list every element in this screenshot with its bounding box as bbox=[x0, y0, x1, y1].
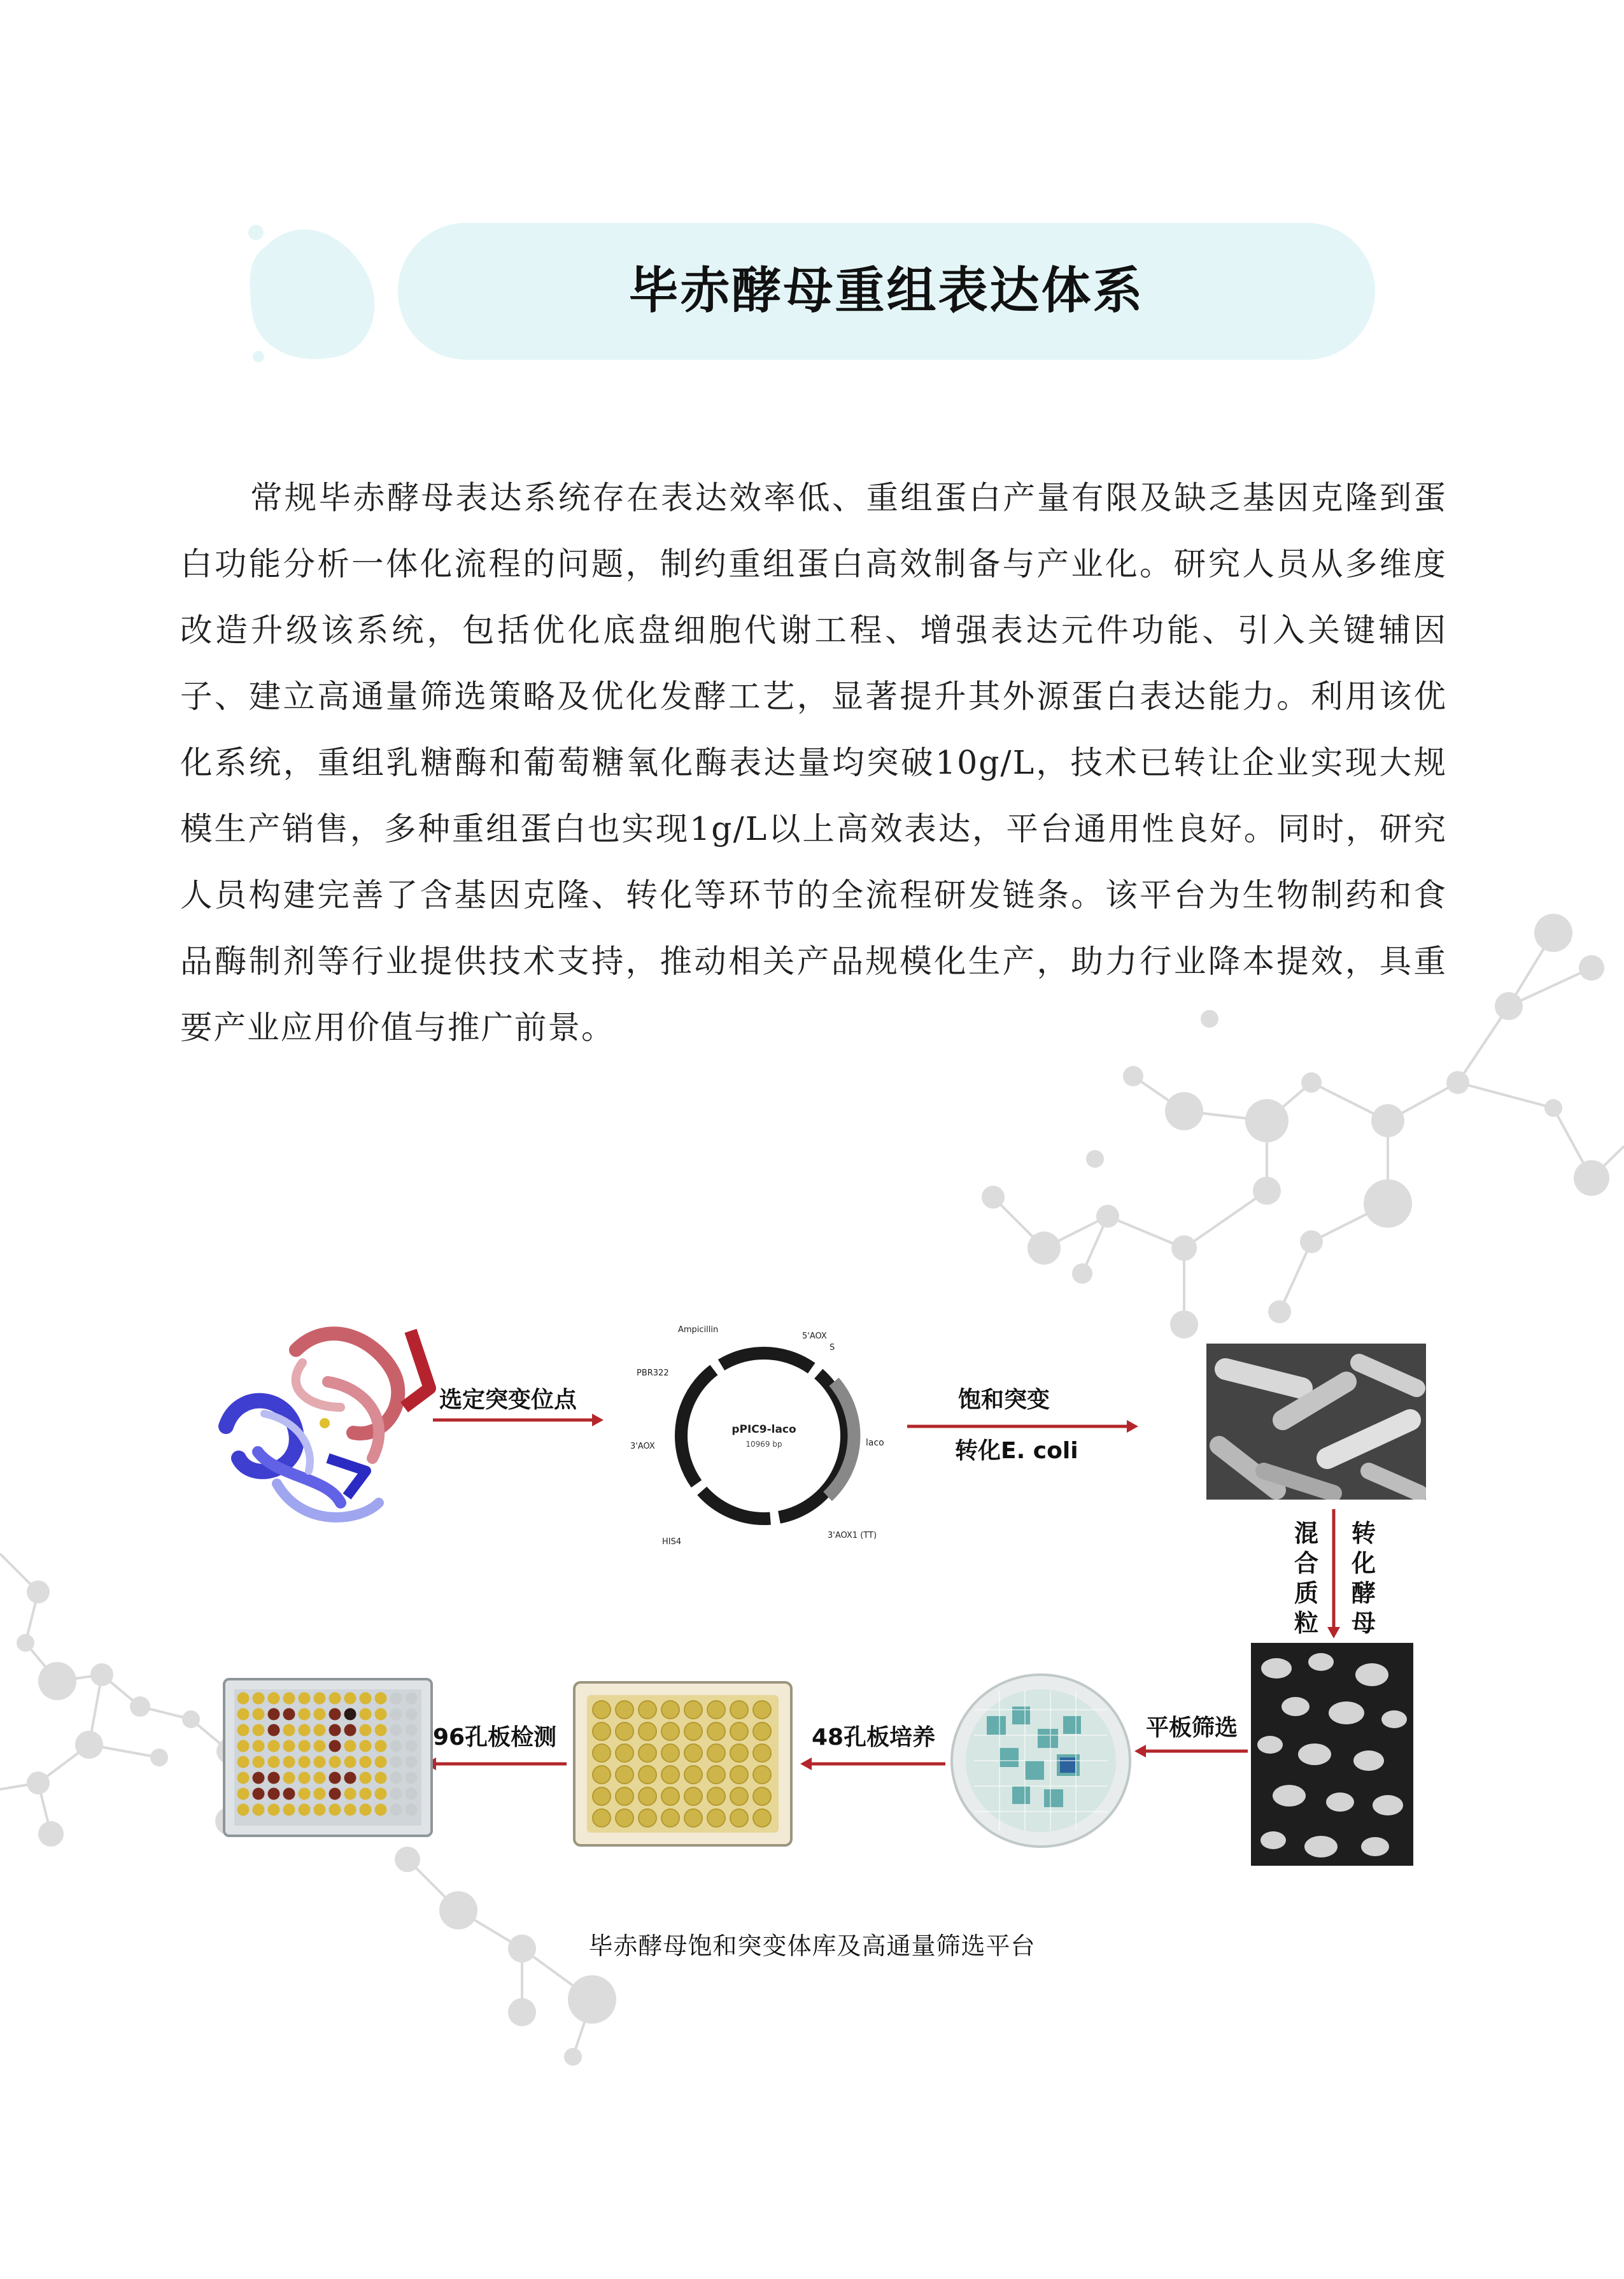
svg-text:5'AOX: 5'AOX bbox=[802, 1331, 827, 1341]
label-plate-screen: 平板筛选 bbox=[1146, 1715, 1238, 1741]
svg-text:3'AOX1 (TT): 3'AOX1 (TT) bbox=[828, 1531, 877, 1540]
label-transform-yeast: 转化酵母 bbox=[1351, 1519, 1376, 1637]
svg-text:PBR322: PBR322 bbox=[637, 1368, 669, 1378]
svg-text:10969 bp: 10969 bp bbox=[745, 1440, 782, 1449]
label-96-detect: 96孔板检测 bbox=[433, 1724, 557, 1750]
label-48-culture: 48孔板培养 bbox=[812, 1724, 936, 1750]
svg-text:S: S bbox=[830, 1343, 835, 1352]
label-mix-plasmid: 混合质粒 bbox=[1294, 1519, 1318, 1637]
page-title: 毕赤酵母重组表达体系 bbox=[628, 262, 1145, 320]
title-decor-blob bbox=[242, 220, 395, 366]
body-paragraph: 常规毕赤酵母表达系统存在表达效率低、重组蛋白产量有限及缺乏基因克隆到蛋白功能分析一体化流程的问题，制约重组蛋白高效制备与产业化。研究人员从多维度改造升级该系统，包括优化底盘细胞代谢工程、增强表达元件功能、引入关键辅因子、建立高通量筛选策略及优化发酵工艺，显著提升其外源蛋白表达能力。利用该优化系统，重组乳糖酶和葡萄糖氧化酶表达量均突破10g/L，技术已转让企业实现大规模生产销售，多种重组蛋白也实现1g/L以上高效表达，平台通用性良好。同时，研究人员构建完善了含基因克隆、转化等环节的全流程研发链条。该平台为生物制药和食品酶制剂等行业提供技术支持，推动相关产品规模化生产，助力行业降本提效，具重要产业应用价值与推广前景。 bbox=[180, 479, 1447, 1046]
label-saturation-mutation: 饱和突变 bbox=[958, 1387, 1050, 1413]
svg-text:Ampicillin: Ampicillin bbox=[678, 1325, 719, 1335]
figure-caption: 毕赤酵母饱和突变体库及高通量筛选平台 bbox=[588, 1932, 1036, 1960]
svg-text:pPIC9-laco: pPIC9-laco bbox=[731, 1423, 796, 1436]
svg-text:laco: laco bbox=[866, 1438, 884, 1448]
label-select-site: 选定突变位点 bbox=[439, 1387, 577, 1413]
svg-text:3'AOX: 3'AOX bbox=[630, 1442, 655, 1451]
label-transform-ecoli: 转化E. coli bbox=[955, 1438, 1078, 1464]
svg-text:HIS4: HIS4 bbox=[662, 1537, 682, 1547]
